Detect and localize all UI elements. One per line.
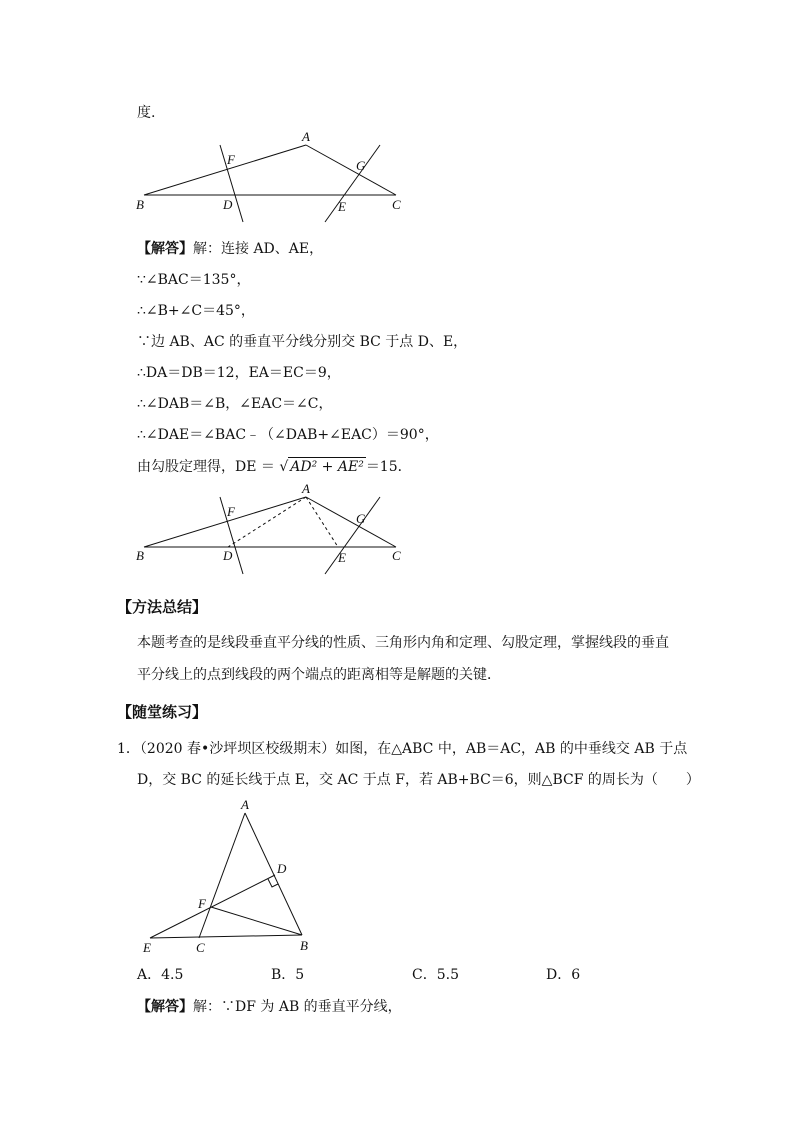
- solution-line-8: 由勾股定理得，DE ＝ √ AD² + AE² ＝15．: [137, 459, 412, 475]
- solution-tag: 【解答】: [137, 241, 193, 257]
- label-F: F: [198, 896, 206, 911]
- label-G: G: [356, 158, 366, 173]
- method-heading: 【方法总结】: [117, 598, 208, 616]
- label-B: B: [300, 938, 308, 953]
- option-a[interactable]: A．4.5: [137, 967, 184, 983]
- label-D: D: [223, 197, 233, 212]
- option-c[interactable]: C．5.5: [412, 967, 459, 983]
- label-A: A: [302, 481, 310, 496]
- label-A: A: [241, 797, 249, 812]
- label-C: C: [392, 197, 401, 212]
- label-B: B: [136, 548, 144, 563]
- question-line-1: 1．（2020 春•沙坪坝区校级期末）如图，在△ABC 中，AB＝AC，AB 的中垂线交 AB 于点: [117, 741, 688, 757]
- practice-heading: 【随堂练习】: [117, 703, 208, 721]
- solution-line-6: ∴∠DAB＝∠B，∠EAC＝∠C，: [137, 396, 333, 412]
- figure-triangle-connected: [130, 480, 420, 580]
- solution-line-5: ∴DA＝DB＝12，EA＝EC＝9，: [137, 365, 341, 381]
- solution-line-7: ∴∠DAE＝∠BAC﹣（∠DAB+∠EAC）＝90°，: [137, 427, 439, 443]
- figure-isosceles-triangle: [135, 795, 325, 960]
- method-line-2: 平分线上的点到线段的两个端点的距离相等是解题的关键．: [137, 667, 501, 683]
- label-E: E: [338, 550, 346, 565]
- label-C: C: [196, 940, 205, 955]
- answer-line-1: 【解答】解：∵DF 为 AB 的垂直平分线，: [137, 999, 402, 1015]
- label-D: D: [223, 548, 233, 563]
- answer-tag: 【解答】: [137, 999, 193, 1015]
- label-B: B: [136, 197, 144, 212]
- continuation-text: 度.: [137, 105, 156, 121]
- label-D: D: [277, 861, 287, 876]
- question-line-2: D，交 BC 的延长线于点 E，交 AC 于点 F，若 AB+BC＝6，则△BCF 的周长为（ ）: [137, 772, 700, 788]
- option-b[interactable]: B．5: [271, 967, 305, 983]
- label-F: F: [227, 504, 235, 519]
- label-G: G: [356, 511, 366, 526]
- solution-line-2: ∵∠BAC＝135°，: [137, 272, 251, 288]
- method-line-1: 本题考查的是线段垂直平分线的性质、三角形内角和定理、勾股定理，掌握线段的垂直: [137, 635, 669, 651]
- label-C: C: [392, 548, 401, 563]
- figure-triangle-bisectors: [130, 125, 420, 225]
- label-E: E: [143, 940, 151, 955]
- solution-line-1: 【解答】解：连接 AD、AE，: [137, 241, 324, 257]
- solution-line-4: ∵边 AB、AC 的垂直平分线分别交 BC 于点 D、E，: [137, 334, 468, 350]
- label-E: E: [338, 199, 346, 214]
- option-d[interactable]: D．6: [546, 967, 581, 983]
- solution-line-3: ∴∠B+∠C＝45°，: [137, 303, 255, 319]
- sqrt-expression: √ AD² + AE²: [279, 459, 364, 475]
- label-A: A: [302, 129, 310, 144]
- label-F: F: [227, 152, 235, 167]
